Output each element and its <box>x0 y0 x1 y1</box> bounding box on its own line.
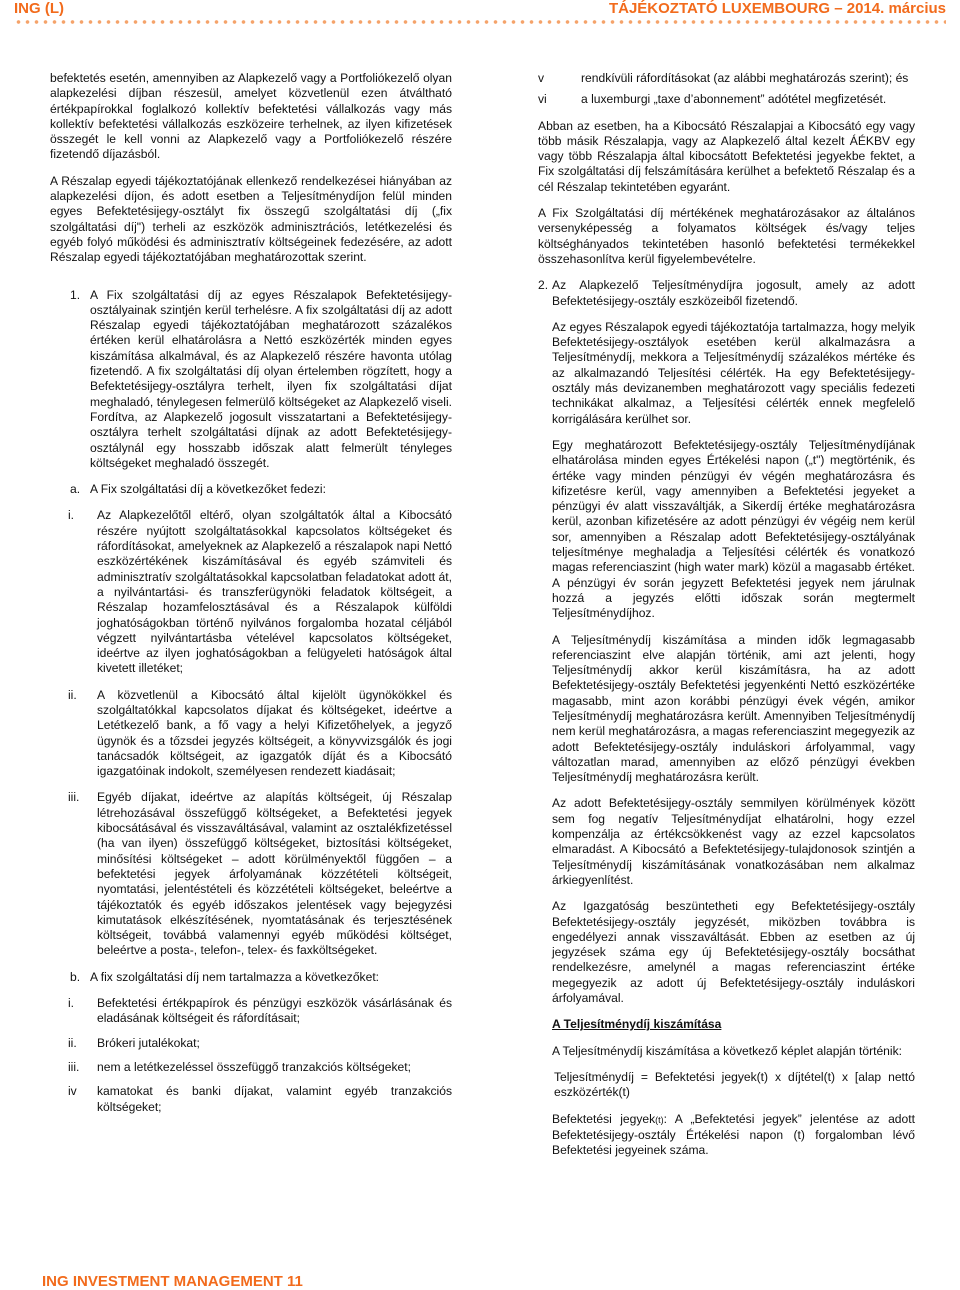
list-item-text: rendkívüli ráfordításokat (az alábbi meghatározás szerint); és <box>581 71 909 85</box>
list-marker: ii. <box>68 687 77 702</box>
definition-subscript: (t) <box>655 1114 664 1125</box>
footer <box>42 1273 303 1290</box>
list-item-text: A Fix szolgáltatási díj az egyes Részalapok Befektetésijegy-osztályainak szintjén kerül terhelésre. A fix szolgáltatási díj az adott Részalap egyedi tájékoztatójában meghatározott százalékos értéken kerül elhatárolásra a Nettó eszközérték minden egyes kiszámítása alkalmával, és az Alapkezelő részére havonta utólag fizetendő. A fix szolgáltatási díj olyan értelemben rögzített, hogy a Befektetésijegy-osztályra terhelt, ilyen fix szolgáltatási díjat meghaladó, ténylegesen felmerülő költségeket az Alapkezelő viseli. Fordítva, az Alapkezelő jogosult visszatartani a Befektetésijegy-osztályra terhelt szolgáltatási díjnak az adott Befektetésijegy-osztálynál egy hosszabb időszak alatt felmerült tényleges költségeket meghaladó összegét. <box>90 287 452 470</box>
paragraph: A Teljesítménydíj kiszámítása a minden idők legmagasabb referenciaszint elve alapján történik, ami azt jelenti, hogy Teljesítménydíj akkor kerül kiszámításra, ha az adott Befektetésijegy-osztály Befektetési jegyenkénti Nettó eszközértéke magasabb, mint azon korábbi pénzügyi évek végén, amikor Teljesítménydíj meghatározásra került. Amennyiben Teljesítménydíj nem kerül meghatározásra, a magas referenciaszint megegyezik az adott Befektetésijegy-osztály induláskori árfolyammal, vagy változatlan marad, amennyiben az előző pénzügyi években Teljesítménydíj meghatározásra került. <box>552 632 915 785</box>
lettered-item-b <box>50 970 452 985</box>
list-item-text: A közvetlenül a Kibocsátó által kijelölt ügynökökkel és szolgáltatókkal kapcsolatos díjakat és költségeket, ideértve a Letétkezelő bank, a fő vagy a helyi Kifizetőhelyek, a jegyző ügynök és a tőzsdei jegyzés költségeit, a könyvvizsgálók és jogi tanácsadók költségeit, az igazgatók díját és a Kibocsátó igazgatóinak indokolt, személyesen rendezett kiadásait; <box>97 687 452 779</box>
left-column <box>50 71 452 1124</box>
list-marker: iv <box>68 1084 77 1099</box>
list-item <box>50 688 452 780</box>
list-marker: iii. <box>68 790 80 805</box>
footer-brand: ING INVESTMENT MANAGEMENT <box>42 1273 283 1290</box>
list-marker: v <box>538 71 545 85</box>
list-marker: 1. <box>70 287 81 302</box>
paragraph: Abban az esetben, ha a Kibocsátó Részalapjai a Kibocsátó egy vagy több másik Részalapja, vagy az Alapkezelő által kezelt ÁÉKBV egy vagy több Részalapja által kibocsátott Befektetési jegyekbe fektet, a Fix szolgáltatási díj felszámítására kerülhet a befektető Részalap és a cél Részalap tekintetében egyaránt. <box>538 118 915 194</box>
list-item <box>538 92 915 107</box>
list-marker: iii. <box>68 1059 80 1074</box>
header-fund-name: ING (L) <box>14 0 64 17</box>
list-item <box>50 1084 452 1115</box>
header-document-title: TÁJÉKOZTATÓ LUXEMBOURG – 2014. március <box>608 0 946 17</box>
paragraph: Egy meghatározott Befektetésijegy-osztály Teljesítménydíjának elhatárolása minden egyes Értékelési napon („t") megtörténik, és értéke vagy minden pénzügyi év végén meghatározásra és kifizetésre kerül, vagy amennyiben a Befektetési jegyeket a pénzügyi év alatt visszaváltják, a Sikerdíj értéke meghatározásra kerül, azonban kifizetésére az adott pénzügyi év végéig nem kerül sor, amennyiben a Részalap adott Befektetésijegy-osztályának teljesítménye meghaladja a Teljesítési célérték és vonatkozó magas referenciaszint (high water mark) közül a magasabb értéket. A pénzügyi év során jegyzett Befektetési jegyek nem járulnak hozzá a jegyzés előtti időszak során megtermelt Teljesítménydíjhoz. <box>552 437 915 621</box>
paragraph: befektetés esetén, amennyiben az Alapkezelő vagy a Portfoliókezelő olyan alapkezelési díjban részesül, amelyet közvetlenül ezen átváltható értékpapírokkal foglalkozó kollektív befektetési vállalkozás vagy más kollektív befektetési vállalkozás eszközeire terhelnek, az ilyen kifizetések összegét le kell vonni az Alapkezelő vagy a Portfoliókezelő részére fizetendő díjazásból. <box>50 71 452 162</box>
list-item-text: Egyéb díjakat, ideértve az alapítás költségeit, új Részalap létrehozásával összefüggő költségeket, a Befektetési jegyek kibocsátásával és visszaváltásával, valamint az osztalékfizetéssel (ha van ilyen) összefüggő költségeket, biztosítási költségeket, minősítési költségeket – adott körülményektől függően – a befektetési jegyek árfolyamának közzétételi költségeit, nyomtatási, jelentéstételi és közzétételi költségeket, beleértve a tájékoztatók és egyéb időszakos jelentések vagy bejegyzési kimutatások elkészítésének, nyomtatásának és terjesztésének költségeit, továbbá valamennyi egyéb működési költséget, beleértve a posta-, telefon-, telex- és faxköltségeket. <box>97 790 452 958</box>
definition-text: : A „Befektetési jegyek” jelentése az adott Befektetésijegy-osztály Értékelési napon (t) forgalomban lévő Befektetési jegyeinek száma. <box>552 1111 915 1158</box>
list-marker: vi <box>538 92 547 107</box>
page-number: 11 <box>287 1273 303 1290</box>
list-item-text: A Fix szolgáltatási díj a következőket fedezi: <box>90 482 326 497</box>
list-marker: 2. <box>538 278 549 293</box>
list-item-text: Befektetési értékpapírok és pénzügyi eszközök vásárlásának és eladásának költségeit és ráfordításait; <box>97 996 452 1026</box>
list-item-text: nem a letétkezeléssel összefüggő tranzakciós költségeket; <box>97 1059 411 1074</box>
list-item-text: Az Alapkezelő Teljesítménydíjra jogosult, amely az adott Befektetésijegy-osztály eszközeiből fizetendő. <box>552 278 915 308</box>
paragraph: A Fix Szolgáltatási díj mértékének meghatározásakor az általános versenyképesség a folyamatos költségek és/vagy teljes költséghányados tekintetében hasonló befektetési termékekkel összehasonlítva kerül figyelembevételre. <box>538 206 915 266</box>
list-item <box>50 1036 452 1051</box>
list-item-text: kamatokat és banki díjakat, valamint egyéb tranzakciós költségeket; <box>97 1084 452 1114</box>
paragraph: Az Igazgatóság beszüntetheti egy Befektetésijegy-osztály Befektetésijegy-osztály jegyzését, miközben továbbra is engedélyezi annak visszaváltását. Ebben az esetben az új jegyzések száma egy új Befektetésijegy-osztály bocsáthat rendelkezésre, amelynél a magas referenciaszint értéke megegyezik az adott új Befektetésijegy-osztály induláskori árfolyamával. <box>552 899 915 1006</box>
list-item <box>50 790 452 958</box>
paragraph: Az egyes Részalapok egyedi tájékoztatója tartalmazza, hogy melyik Befektetésijegy-osztályok esetében kerül alkalmazásra a Teljesítménydíj, mekkora a Teljesítménydíj százalékos mértéke és az alkalmazandó Teljesítési célérték. Ha egy Befektetésijegy-osztály más devizanemben meghatározott vagy speciális fedezeti technikákat alkalmaz, a Teljesítési célérték ennek megfelelő korrigálására kerülhet sor. <box>552 319 915 426</box>
numbered-item-2 <box>538 278 915 309</box>
list-item-text: A fix szolgáltatási díj nem tartalmazza a következőket: <box>90 969 380 984</box>
paragraph: Az adott Befektetésijegy-osztály semmilyen körülmények között sem fog negatív Teljesítménydíjat elhatárolni, hogy ezzel kompenzálja az értékcsökkenést vagy az ezzel kapcsolatos elmaradást. A Kibocsátó a Befektetésijegy-tulajdonosok szintjén a Teljesítménydíj kiszámításának vonatkozásában nem alkalmaz árkiegyenlítést. <box>552 796 915 887</box>
list-marker: i. <box>68 996 75 1011</box>
definition <box>538 1112 915 1159</box>
list-item <box>50 508 452 676</box>
list-marker: a. <box>70 482 81 497</box>
section-title: A Teljesítménydíj kiszámítása <box>552 1017 722 1032</box>
list-marker: b. <box>70 969 81 984</box>
list-item-text: a luxemburgi „taxe d’abonnement” adótétel megfizetését. <box>581 92 887 107</box>
formula: Teljesítménydíj = Befektetési jegyek(t) x díjtétel(t) x [alap nettó eszközérték(t) <box>554 1069 915 1100</box>
right-column <box>538 71 915 1169</box>
list-item <box>50 1060 452 1075</box>
list-marker: i. <box>68 508 75 523</box>
list-item <box>538 71 915 86</box>
definition-term: Befektetési jegyek <box>552 1111 656 1126</box>
list-item <box>50 996 452 1027</box>
numbered-item-1 <box>50 288 452 472</box>
paragraph: A Teljesítménydíj kiszámítása a következő képlet alapján történik: <box>552 1043 903 1058</box>
list-item-text: Brókeri jutalékokat; <box>97 1035 200 1050</box>
paragraph: A Részalap egyedi tájékoztatójának ellenkező rendelkezései hiányában az alapkezelési díjon, és adott esetben a Teljesítménydíjon felül minden egyes Befektetésijegy-osztályt fix összegű szolgáltatási díj („fix szolgáltatási díj") terheli az eszközök adminisztrációs, letétkezelési és egyéb folyó működési és adminisztratív költségeinek fedezésére, az adott Részalap egyedi tájékoztatójában meghatározottak szerint. <box>50 173 452 265</box>
list-item-text: Az Alapkezelőtől eltérő, olyan szolgáltatók által a Kibocsátó részére nyújtott szolgáltatásokkal kapcsolatos költségeket és ráfordításokat, amelyeknek az Alapkezelő a részalapok napi Nettó eszközértékének kiszámításával és egyéb számviteli és adminisztratív szolgáltatásokkal kapcsolatban feladatokat adott át, a nyilvántartási- és transzferügynöki feladatok költségeit, a Részalap hozamfelosztásával és a Részalapok külföldi joghatóságokban történő nyilvános forgalomba hozatal céljából végzett nyilvántartásba vételével kapcsolatos költségeket, ideértve az ilyen joghatóságokban a felügyeleti hatóságok által kivetett illetéket; <box>97 508 452 676</box>
list-marker: ii. <box>68 1035 77 1050</box>
lettered-item-a <box>50 482 452 497</box>
dotted-divider <box>14 19 946 25</box>
